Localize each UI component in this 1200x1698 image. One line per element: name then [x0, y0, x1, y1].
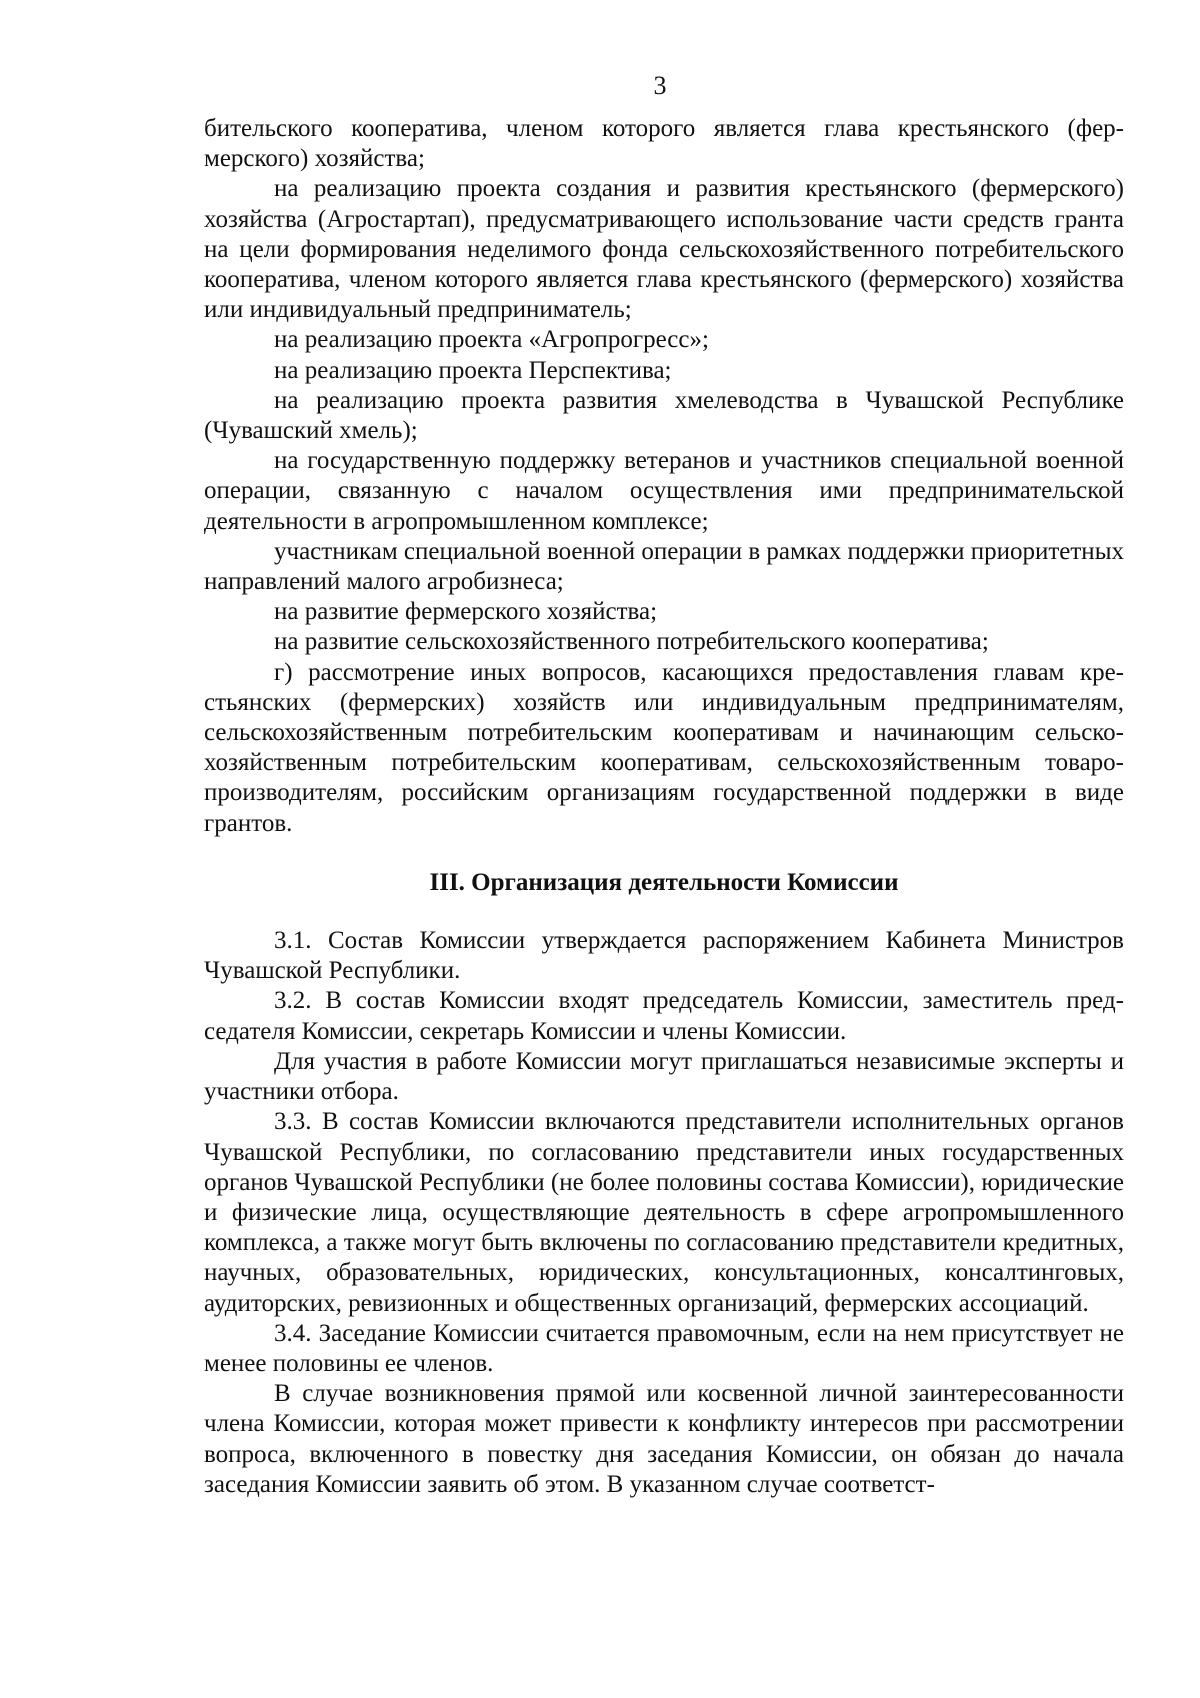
- page-number: 3: [653, 71, 667, 100]
- paragraph: на государственную поддержку ветеранов и участников специальной военной операции, связанную с началом осуществления ими предпринимательской деятельности в агропромышленном комплексе;: [204, 447, 1124, 535]
- paragraph: г) рассмотрение иных вопросов, касающихся предоставления главам крестьянских (фермерских) хозяйств или индивидуальным предпринимателям, сельскохозяйственным потребительским кооперативам и начинающим сельскохозяйственным потребительским кооперативам, сельскохозяйственным товаропроизводителям, российским организациям государственной поддержки в виде грантов.: [204, 658, 1124, 837]
- paragraph: 3.4. Заседание Комиссии считается правомочным, если на нем присутствует не менее половины ее членов.: [204, 1319, 1124, 1377]
- paragraph: Для участия в работе Комиссии могут приглашаться независимые эксперты и участники отбора.: [204, 1047, 1124, 1106]
- paragraphs-before-heading: [204, 114, 1124, 839]
- paragraph: на развитие фермерского хозяйства;: [274, 598, 658, 626]
- paragraph: бительского кооператива, членом которого является глава крестьянского (фермерского) хозяйства;: [204, 115, 1124, 173]
- paragraphs-after-heading: [204, 926, 1124, 1500]
- paragraph: на развитие сельскохозяйственного потребительского кооператива;: [274, 628, 989, 656]
- section-heading: III. Организация деятельности Комиссии: [429, 868, 899, 896]
- paragraph: на реализацию проекта создания и развития крестьянского (фермерского) хозяйства (Агростартап), предусматривающего использование части средств гранта на цели формирования неделимого фонда сельскохозяйственного потребительского кооператива, членом которого является глава крестьянского (фермерского) хозяйства или индивидуальный предприниматель;: [204, 175, 1124, 324]
- paragraph: на реализацию проекта развития хмелеводства в Чувашской Республике (Чувашский хмель);: [204, 386, 1124, 445]
- paragraph: на реализацию проекта Перспектива;: [274, 356, 672, 384]
- paragraph: В случае возникновения прямой или косвенной личной заинтересованности члена Комиссии, которая может привести к конфликту интересов при рассмотрении вопроса, включенного в повестку дня заседания Комиссии, он обязан до начала заседания Комиссии заявить об этом. В указанном случае соответст-: [204, 1380, 1124, 1498]
- paragraph: на реализацию проекта «Агропрогресс»;: [274, 326, 709, 354]
- document-body: [204, 114, 1124, 1500]
- paragraph: участникам специальной военной операции в рамках поддержки приоритетных направлений малого агробизнеса;: [204, 537, 1124, 596]
- paragraph: 3.3. В состав Комиссии включаются представители исполнительных органов Чувашской Республики, по согласованию представители иных государственных органов Чувашской Республики (не более половины состава Комиссии), юридические и физические лица, осуществляющие деятельность в сфере агропромышленного комплекса, а также могут быть включены по согласованию представители кредитных, научных, образовательных, юридических, консультационных, консалтинговых, аудиторских, ревизионных и общественных организаций, фермерских ассоциаций.: [204, 1108, 1124, 1317]
- paragraph: 3.1. Состав Комиссии утверждается распоряжением Кабинета Министров Чувашской Республики.: [204, 927, 1124, 985]
- paragraph: 3.2. В состав Комиссии входят председатель Комиссии, заместитель председателя Комиссии, секретарь Комиссии и члены Комиссии.: [204, 987, 1124, 1045]
